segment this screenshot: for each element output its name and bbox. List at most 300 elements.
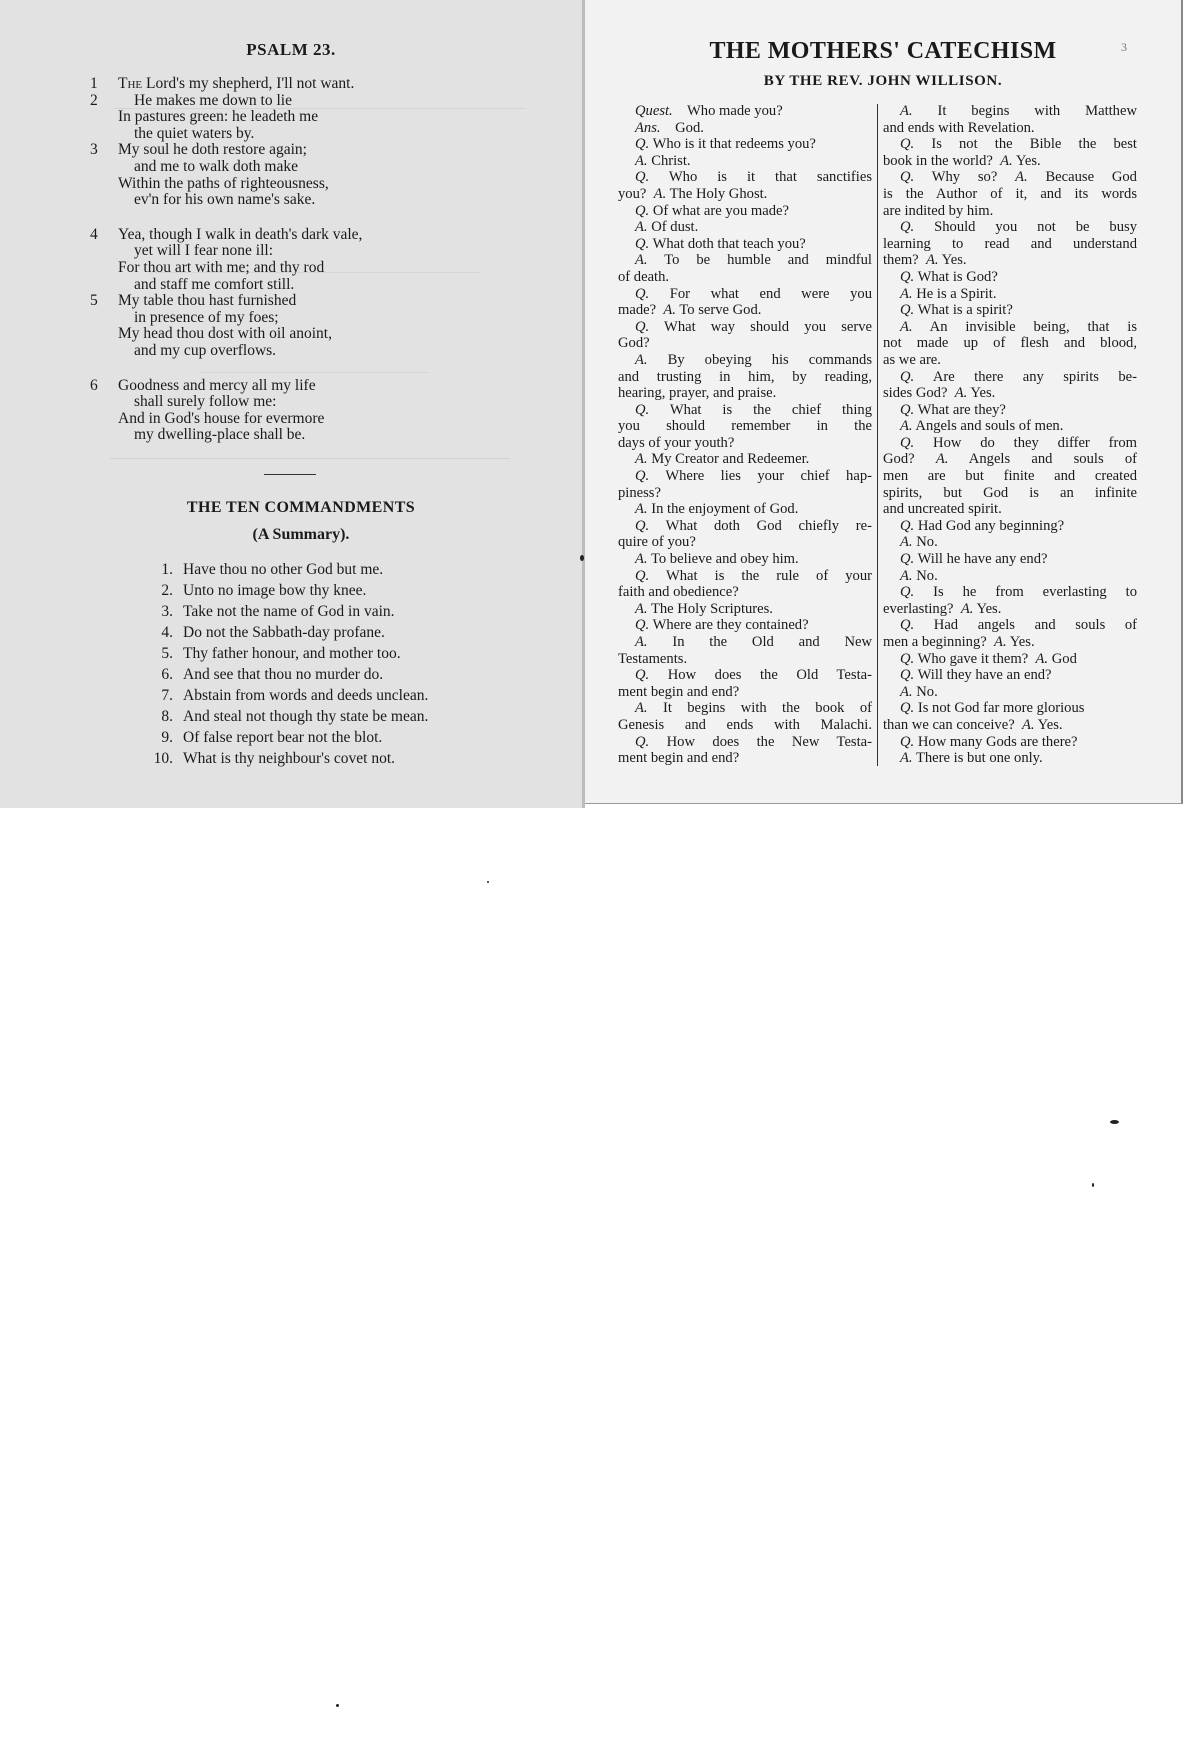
catechism-right-column: [883, 103, 1137, 767]
catechism-text: He is a Spirit.: [912, 285, 997, 302]
catechism-line: [883, 319, 1137, 336]
verse-line-text: My table thou hast furnished: [118, 292, 297, 310]
verse-number: [90, 126, 118, 143]
catechism-text: them? A. Yes.: [883, 252, 967, 269]
catechism-text: What is a spirit?: [914, 302, 1013, 319]
catechism-text: and trusting in him, by reading,: [618, 368, 872, 385]
verse-line-text: yet will I fear none ill:: [134, 242, 274, 260]
catechism-line: [618, 651, 872, 668]
catechism-label: A.: [635, 152, 648, 169]
catechism-line: [618, 700, 872, 717]
catechism-text: By obeying his commands: [647, 351, 872, 368]
catechism-text: ment begin and end?: [618, 683, 740, 700]
catechism-text: My Creator and Redeemer.: [647, 451, 810, 468]
catechism-text: Should you not be busy: [914, 219, 1137, 236]
catechism-label: Q.: [635, 733, 650, 750]
catechism-text: you should remember in the: [618, 418, 872, 435]
catechism-text: not made up of flesh and blood,: [883, 335, 1137, 352]
catechism-text: men are but finite and created: [883, 468, 1137, 485]
catechism-text: God.: [660, 119, 704, 136]
commandment-number: 10.: [153, 750, 173, 767]
catechism-line: [883, 385, 1137, 402]
catechism-text: days of your youth?: [618, 434, 735, 451]
catechism-text: Will they have an end?: [914, 667, 1052, 684]
catechism-line: [618, 219, 872, 236]
catechism-line: [883, 236, 1137, 253]
verse-line-text: ev'n for his own name's sake.: [134, 191, 316, 209]
catechism-line: [618, 203, 872, 220]
catechism-text: Christ.: [647, 152, 691, 169]
verse-text: [118, 326, 332, 343]
verse-text: [118, 427, 305, 444]
catechism-line: [618, 319, 872, 336]
catechism-line: [883, 335, 1137, 352]
catechism-text: In the enjoyment of God.: [647, 501, 799, 518]
psalm-line: [90, 93, 550, 110]
catechism-text: ment begin and end?: [618, 750, 740, 767]
catechism-line: [883, 186, 1137, 203]
catechism-label: Q.: [900, 136, 915, 153]
commandments-list: [133, 559, 428, 769]
catechism-text: An invisible being, that is: [912, 318, 1137, 335]
catechism-line: [883, 734, 1137, 751]
catechism-text: For what end were you: [649, 285, 872, 302]
catechism-label: Q.: [900, 219, 915, 236]
catechism-label: A.: [635, 351, 648, 368]
catechism-text: The Holy Scriptures.: [647, 600, 773, 617]
catechism-line: [618, 385, 872, 402]
catechism-line: [618, 617, 872, 634]
catechism-line: [883, 302, 1137, 319]
catechism-text: Who is it that redeems you?: [649, 136, 816, 153]
verse-line-text: Yea, though I walk in death's dark vale,: [118, 225, 363, 243]
catechism-text: God?: [618, 335, 650, 352]
verse-number: 4: [90, 225, 98, 243]
verse-line-text: and me to walk doth make: [134, 157, 298, 175]
catechism-line: [618, 335, 872, 352]
catechism-line: [883, 169, 1137, 186]
verse-number: 2: [90, 91, 98, 109]
psalm-line: [90, 159, 550, 176]
commandment-text: Unto no image bow thy knee.: [183, 582, 367, 599]
catechism-label: Q.: [900, 733, 915, 750]
catechism-line: [883, 634, 1137, 651]
commandment-number: 3.: [161, 603, 173, 620]
verse-line-text: Within the paths of righteousness,: [118, 174, 329, 192]
catechism-text: No.: [912, 534, 938, 551]
verse-number: [90, 159, 118, 176]
commandment-number: 1.: [161, 561, 173, 578]
verse-initial-word: The: [118, 75, 143, 92]
catechism-line: [883, 103, 1137, 120]
catechism-line: [618, 534, 872, 551]
catechism-line: [883, 286, 1137, 303]
catechism-text: How does the Old Testa-: [649, 667, 872, 684]
catechism-label: Q.: [900, 302, 915, 319]
catechism-line: [618, 551, 872, 568]
verse-text: [118, 76, 354, 93]
psalm-line: [90, 227, 550, 244]
verse-number: [90, 260, 118, 277]
catechism-line: [883, 700, 1137, 717]
catechism-label: Q.: [900, 551, 915, 568]
catechism-line: [883, 369, 1137, 386]
catechism-label: A.: [900, 683, 913, 700]
commandment-text: Of false report bear not the blot.: [183, 729, 383, 746]
psalm-line: [90, 192, 550, 209]
catechism-line: [618, 369, 872, 386]
catechism-text: Who made you?: [672, 103, 783, 119]
verse-line-text: My soul he doth restore again;: [118, 141, 307, 159]
verse-number: 1: [90, 75, 98, 92]
verse-text: [118, 394, 277, 411]
catechism-line: [883, 219, 1137, 236]
verse-number: 6: [90, 376, 98, 394]
catechism-line: [618, 153, 872, 170]
catechism-line: [618, 236, 872, 253]
catechism-line: [883, 485, 1137, 502]
catechism-label: A.: [635, 451, 648, 468]
catechism-line: [883, 568, 1137, 585]
commandment-text: Take not the name of God in vain.: [183, 603, 395, 620]
catechism-line: [618, 186, 872, 203]
catechism-line: [618, 501, 872, 518]
catechism-label: Q.: [900, 517, 915, 534]
catechism-text: What is the rule of your: [649, 567, 872, 584]
catechism-title: THE MOTHERS' CATECHISM: [709, 38, 1057, 64]
psalm-line: [90, 343, 550, 360]
catechism-label: Q.: [900, 584, 915, 601]
catechism-label: A.: [900, 750, 913, 767]
catechism-line: [883, 534, 1137, 551]
psalm-line: [90, 176, 550, 193]
catechism-line: [883, 750, 1137, 767]
catechism-line: [618, 717, 872, 734]
catechism-text: It begins with Matthew: [912, 103, 1137, 119]
catechism-text: There is but one only.: [912, 750, 1043, 767]
catechism-label: A.: [635, 634, 648, 650]
catechism-label: Q.: [900, 401, 915, 418]
verse-text: [118, 109, 318, 126]
catechism-text: Where are they contained?: [649, 617, 809, 634]
catechism-text: Are there any spirits be-: [914, 368, 1137, 385]
catechism-line: [883, 667, 1137, 684]
verse-number: [90, 343, 118, 360]
catechism-line: [883, 601, 1137, 618]
catechism-text: Will he have any end?: [914, 551, 1048, 568]
psalm-line: [90, 260, 550, 277]
catechism-label: Q.: [635, 235, 650, 252]
catechism-text: Genesis and ends with Malachi.: [618, 716, 872, 733]
catechism-text: How do they differ from: [914, 434, 1137, 451]
verse-line-text: He makes me down to lie: [134, 91, 292, 109]
psalm-line: [90, 378, 550, 395]
catechism-text: What way should you serve: [649, 318, 872, 335]
psalm-line: [90, 243, 550, 260]
verse-number: [90, 243, 118, 260]
psalm-line: [90, 427, 550, 444]
catechism-line: [883, 252, 1137, 269]
verse-line-text: the quiet waters by.: [134, 124, 255, 142]
verse-text: [118, 411, 324, 428]
verse-text: [118, 243, 273, 260]
catechism-text: Is he from everlasting to: [914, 584, 1137, 601]
catechism-label: Q.: [900, 700, 915, 717]
verse-number: [90, 326, 118, 343]
catechism-line: [618, 485, 872, 502]
commandment-item: [133, 685, 428, 706]
commandment-item: [133, 622, 428, 643]
catechism-label: Q.: [635, 401, 650, 418]
catechism-line: [618, 750, 872, 767]
catechism-line: [883, 418, 1137, 435]
catechism-text: are indited by him.: [883, 202, 994, 219]
catechism-text: hearing, prayer, and praise.: [618, 385, 777, 402]
catechism-text: everlasting? A. Yes.: [883, 600, 1002, 617]
verse-text: [118, 310, 279, 327]
catechism-label: Q.: [900, 368, 915, 385]
catechism-text: Where lies your chief hap-: [649, 468, 872, 485]
commandment-item: [133, 559, 428, 580]
psalm-line: [90, 126, 550, 143]
catechism-text: is the Author of it, and its words: [883, 185, 1137, 202]
catechism-line: [618, 601, 872, 618]
catechism-label: A.: [900, 285, 913, 302]
commandment-text: And steal not though thy state be mean.: [183, 708, 429, 725]
psalm-line: [90, 76, 550, 93]
catechism-line: [883, 684, 1137, 701]
verse-line-text: Lord's my shepherd, I'll not want.: [142, 75, 355, 92]
scan-speck: [487, 881, 489, 883]
catechism-label: Q.: [635, 667, 650, 684]
catechism-label: A.: [635, 700, 648, 717]
catechism-label: A.: [635, 219, 648, 236]
catechism-label: Q.: [635, 468, 650, 485]
commandment-number: 5.: [161, 645, 173, 662]
verse-number: [90, 277, 118, 294]
catechism-line: [883, 617, 1137, 634]
verse-text: [118, 126, 254, 143]
psalm-line: [90, 326, 550, 343]
catechism-label: Q.: [900, 169, 915, 186]
catechism-line: [618, 352, 872, 369]
verse-line-text: and my cup overflows.: [134, 341, 277, 359]
catechism-line: [883, 584, 1137, 601]
verse-line-text: my dwelling-place shall be.: [134, 426, 306, 444]
catechism-text: quire of you?: [618, 534, 696, 551]
verse-line-text: and staff me comfort still.: [134, 275, 295, 293]
commandment-text: Thy father honour, and mother too.: [183, 645, 401, 662]
catechism-text: No.: [912, 567, 938, 584]
column-divider: [877, 104, 878, 766]
catechism-label: Q.: [635, 617, 650, 634]
verse-text: [118, 378, 316, 395]
commandment-text: What is thy neighbour's covet not.: [183, 750, 396, 767]
commandment-item: [133, 706, 428, 727]
commandment-number: 9.: [161, 729, 173, 746]
catechism-line: [618, 734, 872, 751]
catechism-text: Angels and souls of men.: [912, 418, 1064, 435]
verse-number: [90, 109, 118, 126]
commandment-number: 7.: [161, 687, 173, 704]
catechism-text: men a beginning? A. Yes.: [883, 634, 1035, 650]
catechism-line: [883, 136, 1137, 153]
psalm-stanza: [90, 378, 550, 444]
commandment-number: 2.: [161, 582, 173, 599]
catechism-left-column: [618, 103, 872, 767]
catechism-label: A.: [900, 567, 913, 584]
catechism-text: Is not the Bible the best: [914, 136, 1137, 153]
verse-line-text: My head thou dost with oil anoint,: [118, 325, 332, 343]
catechism-label: Q.: [635, 285, 650, 302]
verse-number: 5: [90, 292, 98, 310]
catechism-label: Q.: [900, 434, 915, 451]
catechism-label: A.: [900, 103, 913, 119]
psalm-line: [90, 142, 550, 159]
catechism-label: Q.: [635, 318, 650, 335]
verse-text: [118, 227, 362, 244]
catechism-author: BY THE REV. JOHN WILLISON.: [763, 73, 1003, 89]
catechism-label: A.: [635, 600, 648, 617]
catechism-text: How does the New Testa-: [649, 733, 872, 750]
catechism-label: Q.: [635, 136, 650, 153]
verse-number: [90, 394, 118, 411]
catechism-text: What doth God chiefly re-: [649, 517, 872, 534]
catechism-line: [883, 269, 1137, 286]
catechism-label: Q.: [635, 169, 650, 186]
catechism-text: and uncreated spirit.: [883, 501, 1002, 518]
catechism-line: [618, 120, 872, 137]
catechism-label: Q.: [900, 667, 915, 684]
catechism-text: Who is it that sanctifies: [649, 169, 872, 186]
catechism-line: [883, 352, 1137, 369]
psalm-line: [90, 109, 550, 126]
commandment-item: [133, 643, 428, 664]
commandment-text: Have thou no other God but me.: [183, 561, 384, 578]
commandment-item: [133, 748, 428, 769]
verse-line-text: in presence of my foes;: [134, 308, 279, 326]
catechism-line: [883, 402, 1137, 419]
catechism-line: [618, 103, 872, 120]
catechism-text: faith and obedience?: [618, 584, 739, 601]
catechism-line: [883, 501, 1137, 518]
verse-text: [118, 293, 296, 310]
catechism-text: To be humble and mindful: [647, 252, 872, 269]
catechism-line: [618, 252, 872, 269]
catechism-label: A.: [635, 551, 648, 568]
verse-text: [118, 343, 276, 360]
catechism-line: [618, 667, 872, 684]
catechism-line: [618, 435, 872, 452]
catechism-text: spirits, but God is an infinite: [883, 484, 1137, 501]
catechism-text: What are they?: [914, 401, 1006, 418]
catechism-text: as we are.: [883, 351, 941, 368]
catechism-label: A.: [635, 252, 648, 269]
catechism-line: [618, 402, 872, 419]
commandment-text: Abstain from words and deeds unclean.: [183, 687, 429, 704]
catechism-label: A.: [635, 501, 648, 518]
catechism-line: [618, 518, 872, 535]
catechism-line: [618, 684, 872, 701]
catechism-text: you? A. The Holy Ghost.: [618, 185, 768, 202]
psalm-line: [90, 293, 550, 310]
page-number: 3: [1121, 40, 1127, 54]
catechism-text: It begins with the book of: [647, 700, 872, 717]
psalm-stanza: [90, 76, 550, 209]
catechism-line: [618, 269, 872, 286]
catechism-label: A.: [900, 418, 913, 435]
catechism-line: [883, 203, 1137, 220]
catechism-label: Ans.: [635, 119, 661, 136]
verse-line-text: For thou art with me; and thy rod: [118, 258, 325, 276]
catechism-line: [618, 169, 872, 186]
catechism-text: learning to read and understand: [883, 235, 1137, 252]
psalm-line: [90, 411, 550, 428]
verse-number: [90, 411, 118, 428]
catechism-text: What is God?: [914, 268, 998, 285]
catechism-line: [618, 568, 872, 585]
catechism-text: To believe and obey him.: [647, 551, 799, 568]
catechism-line: [618, 418, 872, 435]
commandment-item: [133, 580, 428, 601]
verse-text: [118, 277, 294, 294]
commandments-title: THE TEN COMMANDMENTS: [186, 499, 416, 516]
psalm-title: PSALM 23.: [246, 40, 336, 59]
verse-number: 3: [90, 141, 98, 159]
catechism-text: Of what are you made?: [649, 202, 789, 219]
psalm-stanza: [90, 227, 550, 360]
verse-line-text: In pastures green: he leadeth me: [118, 108, 319, 126]
verse-text: [118, 142, 307, 159]
verse-line-text: shall surely follow me:: [134, 393, 277, 411]
commandments-subtitle: (A Summary).: [252, 526, 350, 543]
commandment-number: 8.: [161, 708, 173, 725]
catechism-text: made? A. To serve God.: [618, 302, 762, 319]
catechism-line: [883, 518, 1137, 535]
catechism-text: How many Gods are there?: [914, 733, 1078, 750]
psalm-text: [90, 76, 550, 462]
catechism-label: Q.: [635, 567, 650, 584]
verse-number: [90, 310, 118, 327]
verse-line-text: And in God's house for evermore: [118, 409, 325, 427]
verse-text: [118, 192, 315, 209]
catechism-line: [883, 153, 1137, 170]
catechism-line: [618, 468, 872, 485]
catechism-text: What doth that teach you?: [649, 235, 806, 252]
catechism-text: In the Old and New: [647, 634, 872, 650]
commandment-number: 4.: [161, 624, 173, 641]
catechism-line: [618, 584, 872, 601]
catechism-label: Q.: [900, 268, 915, 285]
verse-text: [118, 159, 298, 176]
catechism-text: Is not God far more glorious: [914, 700, 1085, 717]
commandment-item: [133, 664, 428, 685]
catechism-line: [883, 451, 1137, 468]
catechism-text: sides God? A. Yes.: [883, 385, 996, 402]
commandment-text: And see that thou no murder do.: [183, 666, 384, 683]
psalm-line: [90, 394, 550, 411]
catechism-text: No.: [912, 683, 938, 700]
verse-number: [90, 192, 118, 209]
verse-text: [118, 176, 329, 193]
catechism-line: [883, 120, 1137, 137]
verse-line-text: Goodness and mercy all my life: [118, 376, 316, 394]
verse-number: [90, 176, 118, 193]
section-divider: [264, 474, 316, 475]
catechism-text: Who gave it them? A. God: [914, 650, 1077, 667]
catechism-line: [618, 302, 872, 319]
catechism-text: Why so? A. Because God: [914, 169, 1137, 186]
